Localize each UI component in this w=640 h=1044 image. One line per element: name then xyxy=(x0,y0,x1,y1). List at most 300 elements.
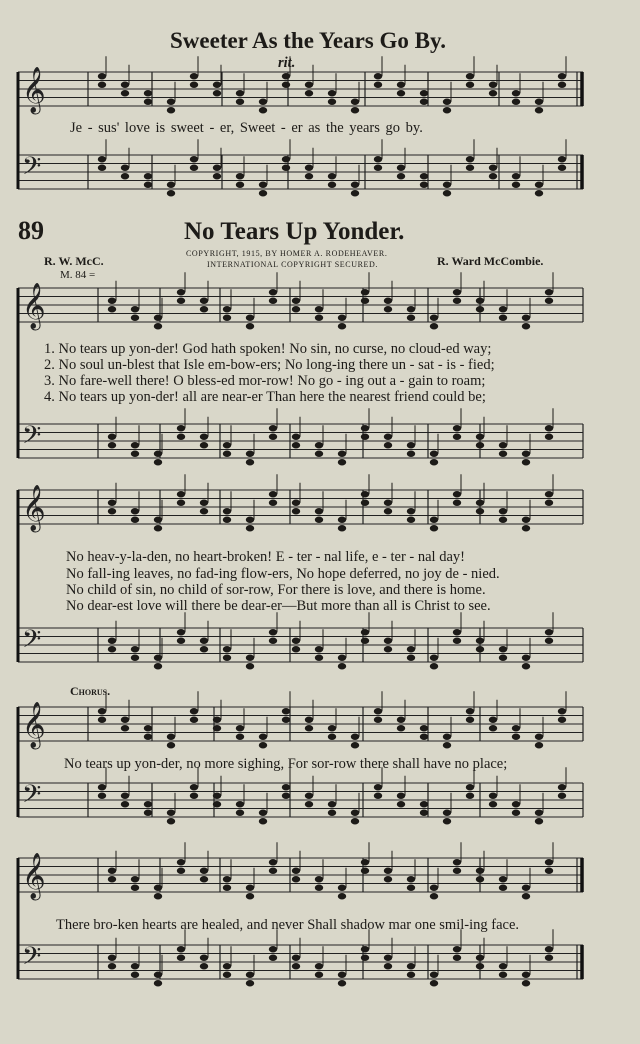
notehead xyxy=(453,298,461,304)
notehead xyxy=(213,165,221,171)
notehead xyxy=(154,885,162,891)
notehead xyxy=(476,500,484,506)
notehead xyxy=(200,442,208,448)
notehead xyxy=(223,885,231,891)
notehead xyxy=(430,323,438,329)
notehead xyxy=(223,972,231,978)
notehead xyxy=(361,859,369,865)
chorus-line: There bro-ken hearts are healed, and never Shall shadow mar one smil-ing face. xyxy=(56,917,520,933)
notehead xyxy=(430,315,438,321)
notehead xyxy=(476,646,484,652)
notehead xyxy=(407,315,415,321)
notehead xyxy=(282,156,290,162)
notehead xyxy=(338,663,346,669)
notehead xyxy=(269,638,277,644)
notehead xyxy=(98,708,106,714)
notehead xyxy=(167,810,175,816)
notehead xyxy=(177,638,185,644)
notehead xyxy=(190,793,198,799)
notehead xyxy=(292,955,300,961)
notehead xyxy=(407,885,415,891)
notehead xyxy=(305,165,313,171)
notehead xyxy=(522,663,530,669)
notehead xyxy=(259,818,267,824)
notehead xyxy=(384,646,392,652)
notehead xyxy=(545,868,553,874)
notehead xyxy=(131,876,139,882)
notehead xyxy=(361,946,369,952)
notehead xyxy=(223,306,231,312)
notehead xyxy=(407,972,415,978)
notehead xyxy=(430,972,438,978)
notehead xyxy=(259,742,267,748)
notehead xyxy=(338,885,346,891)
notehead xyxy=(338,972,346,978)
notehead xyxy=(315,646,323,652)
notehead xyxy=(131,963,139,969)
copyright-line-2: INTERNATIONAL COPYRIGHT SECURED. xyxy=(207,260,378,269)
notehead xyxy=(154,315,162,321)
notehead xyxy=(351,99,359,105)
notehead xyxy=(167,190,175,196)
notehead xyxy=(374,73,382,79)
notehead xyxy=(420,734,428,740)
copyright-line-1: COPYRIGHT, 1915, BY HOMER A. RODEHEAVER. xyxy=(186,249,388,258)
notehead xyxy=(489,725,497,731)
notehead xyxy=(223,655,231,661)
notehead xyxy=(558,793,566,799)
notehead xyxy=(282,793,290,799)
notehead xyxy=(167,742,175,748)
treble-clef-icon: 𝄞 xyxy=(22,485,46,531)
verse-line: 4. No tears up yon-der! all are near-er Than here the nearest friend could be; xyxy=(44,389,486,405)
words-credit: R. W. McC. xyxy=(44,254,104,268)
notehead xyxy=(558,708,566,714)
notehead xyxy=(489,717,497,723)
notehead xyxy=(144,99,152,105)
notehead xyxy=(499,972,507,978)
notehead xyxy=(269,434,277,440)
notehead xyxy=(190,73,198,79)
notehead xyxy=(499,517,507,523)
notehead xyxy=(545,859,553,865)
metronome-mark: M. 84 = xyxy=(60,269,96,281)
notehead xyxy=(397,82,405,88)
notehead xyxy=(154,459,162,465)
bass-clef-icon: 𝄢 xyxy=(22,152,42,187)
notehead xyxy=(545,955,553,961)
notehead xyxy=(489,82,497,88)
notehead xyxy=(466,156,474,162)
notehead xyxy=(453,638,461,644)
hymn-title: No Tears Up Yonder. xyxy=(184,218,405,245)
notehead xyxy=(315,876,323,882)
notehead xyxy=(535,818,543,824)
bass-clef-icon: 𝄢 xyxy=(22,780,42,815)
notehead xyxy=(200,434,208,440)
notehead xyxy=(246,459,254,465)
notehead xyxy=(512,725,520,731)
notehead xyxy=(108,876,116,882)
notehead xyxy=(489,165,497,171)
notehead xyxy=(430,885,438,891)
notehead xyxy=(453,868,461,874)
notehead xyxy=(131,306,139,312)
notehead xyxy=(200,876,208,882)
notehead xyxy=(292,434,300,440)
notehead xyxy=(361,289,369,295)
notehead xyxy=(246,972,254,978)
notehead xyxy=(98,793,106,799)
notehead xyxy=(522,655,530,661)
treble-clef-icon: 𝄞 xyxy=(22,283,46,329)
notehead xyxy=(121,717,129,723)
notehead xyxy=(292,963,300,969)
notehead xyxy=(200,646,208,652)
notehead xyxy=(407,646,415,652)
notehead xyxy=(269,298,277,304)
notehead xyxy=(144,734,152,740)
notehead xyxy=(476,508,484,514)
notehead xyxy=(443,818,451,824)
notehead xyxy=(407,655,415,661)
notehead xyxy=(177,500,185,506)
notehead xyxy=(315,442,323,448)
chorus-line: No tears up yon-der, no more sighing, For sor-row there shall have no place; xyxy=(64,756,508,772)
notehead xyxy=(292,876,300,882)
notehead xyxy=(512,182,520,188)
notehead xyxy=(200,955,208,961)
chorus-label: Chorus. xyxy=(70,684,111,698)
notehead xyxy=(223,517,231,523)
notehead xyxy=(522,517,530,523)
notehead xyxy=(397,717,405,723)
notehead xyxy=(269,629,277,635)
notehead xyxy=(328,810,336,816)
notehead xyxy=(213,173,221,179)
notehead xyxy=(154,323,162,329)
notehead xyxy=(213,717,221,723)
notehead xyxy=(522,893,530,899)
notehead xyxy=(200,963,208,969)
notehead xyxy=(315,508,323,514)
notehead xyxy=(374,82,382,88)
notehead xyxy=(499,646,507,652)
notehead xyxy=(177,946,185,952)
notehead xyxy=(443,99,451,105)
notehead xyxy=(246,525,254,531)
notehead xyxy=(246,885,254,891)
notehead xyxy=(328,801,336,807)
notehead xyxy=(338,323,346,329)
notehead xyxy=(374,793,382,799)
notehead xyxy=(305,725,313,731)
hymn-number: 89 xyxy=(18,216,44,245)
notehead xyxy=(466,73,474,79)
notehead xyxy=(246,980,254,986)
notehead xyxy=(512,734,520,740)
notehead xyxy=(292,638,300,644)
notehead xyxy=(351,810,359,816)
notehead xyxy=(269,859,277,865)
notehead xyxy=(131,655,139,661)
notehead xyxy=(545,289,553,295)
notehead xyxy=(522,972,530,978)
notehead xyxy=(108,955,116,961)
notehead xyxy=(144,725,152,731)
notehead xyxy=(384,955,392,961)
notehead xyxy=(269,868,277,874)
notehead xyxy=(236,99,244,105)
notehead xyxy=(167,818,175,824)
notehead xyxy=(522,980,530,986)
notehead xyxy=(535,99,543,105)
notehead xyxy=(259,182,267,188)
notehead xyxy=(407,963,415,969)
notehead xyxy=(246,893,254,899)
notehead xyxy=(558,165,566,171)
notehead xyxy=(453,425,461,431)
notehead xyxy=(177,629,185,635)
notehead xyxy=(236,725,244,731)
notehead xyxy=(223,451,231,457)
notehead xyxy=(328,182,336,188)
notehead xyxy=(545,425,553,431)
notehead xyxy=(338,525,346,531)
notehead xyxy=(443,810,451,816)
notehead xyxy=(351,734,359,740)
notehead xyxy=(108,434,116,440)
notehead xyxy=(223,315,231,321)
notehead xyxy=(397,725,405,731)
notehead xyxy=(374,156,382,162)
notehead xyxy=(282,165,290,171)
notehead xyxy=(259,107,267,113)
notehead xyxy=(121,725,129,731)
notehead xyxy=(430,655,438,661)
notehead xyxy=(108,963,116,969)
notehead xyxy=(154,525,162,531)
notehead xyxy=(420,99,428,105)
notehead xyxy=(154,980,162,986)
notehead xyxy=(213,725,221,731)
notehead xyxy=(476,876,484,882)
bass-clef-icon: 𝄢 xyxy=(22,421,42,456)
notehead xyxy=(131,451,139,457)
notehead xyxy=(384,868,392,874)
notehead xyxy=(98,784,106,790)
notehead xyxy=(522,459,530,465)
notehead xyxy=(236,173,244,179)
notehead xyxy=(305,173,313,179)
notehead xyxy=(246,315,254,321)
notehead xyxy=(374,165,382,171)
notehead xyxy=(177,434,185,440)
notehead xyxy=(154,893,162,899)
notehead xyxy=(315,885,323,891)
notehead xyxy=(200,868,208,874)
notehead xyxy=(167,182,175,188)
notehead xyxy=(328,734,336,740)
notehead xyxy=(499,876,507,882)
notehead xyxy=(499,963,507,969)
notehead xyxy=(466,165,474,171)
notehead xyxy=(535,810,543,816)
notehead xyxy=(522,885,530,891)
notehead xyxy=(108,298,116,304)
notehead xyxy=(407,442,415,448)
notehead xyxy=(131,646,139,652)
notehead xyxy=(190,156,198,162)
notehead xyxy=(246,517,254,523)
notehead xyxy=(407,517,415,523)
notehead xyxy=(108,306,116,312)
notehead xyxy=(420,182,428,188)
notehead xyxy=(397,173,405,179)
notehead xyxy=(177,289,185,295)
notehead xyxy=(489,173,497,179)
notehead xyxy=(361,868,369,874)
notehead xyxy=(420,173,428,179)
notehead xyxy=(282,82,290,88)
notehead xyxy=(476,306,484,312)
notehead xyxy=(121,793,129,799)
notehead xyxy=(453,629,461,635)
notehead xyxy=(246,655,254,661)
notehead xyxy=(315,972,323,978)
notehead xyxy=(558,73,566,79)
notehead xyxy=(430,893,438,899)
notehead xyxy=(338,893,346,899)
notehead xyxy=(558,717,566,723)
notehead xyxy=(328,725,336,731)
notehead xyxy=(499,442,507,448)
notehead xyxy=(397,165,405,171)
notehead xyxy=(499,306,507,312)
notehead xyxy=(338,451,346,457)
notehead xyxy=(108,868,116,874)
notehead xyxy=(361,500,369,506)
notehead xyxy=(384,508,392,514)
notehead xyxy=(315,517,323,523)
notehead xyxy=(374,717,382,723)
notehead xyxy=(121,90,129,96)
notehead xyxy=(430,459,438,465)
ritardando-mark: rit. xyxy=(278,55,296,71)
notehead xyxy=(154,451,162,457)
notehead xyxy=(384,963,392,969)
notehead xyxy=(545,500,553,506)
notehead xyxy=(282,708,290,714)
notehead xyxy=(121,82,129,88)
notehead xyxy=(328,90,336,96)
notehead xyxy=(154,972,162,978)
notehead xyxy=(545,629,553,635)
notehead xyxy=(338,459,346,465)
notehead xyxy=(384,442,392,448)
notehead xyxy=(154,655,162,661)
notehead xyxy=(397,793,405,799)
notehead xyxy=(535,107,543,113)
notehead xyxy=(397,90,405,96)
notehead xyxy=(144,173,152,179)
notehead xyxy=(338,980,346,986)
notehead xyxy=(121,165,129,171)
notehead xyxy=(305,793,313,799)
notehead xyxy=(522,315,530,321)
notehead xyxy=(213,793,221,799)
notehead xyxy=(407,306,415,312)
notehead xyxy=(167,107,175,113)
notehead xyxy=(397,801,405,807)
notehead xyxy=(558,784,566,790)
notehead xyxy=(476,963,484,969)
verse-line: 1. No tears up yon-der! God hath spoken! No sin, no curse, no cloud-ed way; xyxy=(44,341,492,357)
notehead xyxy=(453,289,461,295)
notehead xyxy=(522,451,530,457)
notehead xyxy=(407,451,415,457)
notehead xyxy=(384,298,392,304)
notehead xyxy=(236,734,244,740)
notehead xyxy=(246,451,254,457)
notehead xyxy=(443,182,451,188)
notehead xyxy=(512,810,520,816)
notehead xyxy=(259,99,267,105)
notehead xyxy=(328,173,336,179)
notehead xyxy=(499,508,507,514)
notehead xyxy=(131,517,139,523)
notehead xyxy=(545,298,553,304)
notehead xyxy=(292,646,300,652)
notehead xyxy=(512,90,520,96)
notehead xyxy=(236,801,244,807)
notehead xyxy=(430,451,438,457)
notehead xyxy=(190,717,198,723)
notehead xyxy=(361,298,369,304)
notehead xyxy=(328,99,336,105)
notehead xyxy=(499,655,507,661)
notehead xyxy=(535,734,543,740)
notehead xyxy=(213,90,221,96)
notehead xyxy=(453,500,461,506)
notehead xyxy=(108,638,116,644)
notehead xyxy=(384,876,392,882)
notehead xyxy=(430,525,438,531)
notehead xyxy=(305,82,313,88)
notehead xyxy=(338,655,346,661)
notehead xyxy=(315,655,323,661)
notehead xyxy=(361,434,369,440)
notehead xyxy=(305,801,313,807)
notehead xyxy=(476,638,484,644)
notehead xyxy=(292,442,300,448)
notehead xyxy=(407,876,415,882)
notehead xyxy=(154,663,162,669)
notehead xyxy=(338,315,346,321)
notehead xyxy=(430,980,438,986)
notehead xyxy=(476,955,484,961)
notehead xyxy=(292,500,300,506)
notehead xyxy=(190,708,198,714)
notehead xyxy=(213,82,221,88)
notehead xyxy=(223,646,231,652)
music-credit: R. Ward McCombie. xyxy=(437,254,544,268)
notehead xyxy=(167,99,175,105)
notehead xyxy=(131,508,139,514)
notehead xyxy=(489,801,497,807)
notehead xyxy=(98,73,106,79)
notehead xyxy=(420,725,428,731)
